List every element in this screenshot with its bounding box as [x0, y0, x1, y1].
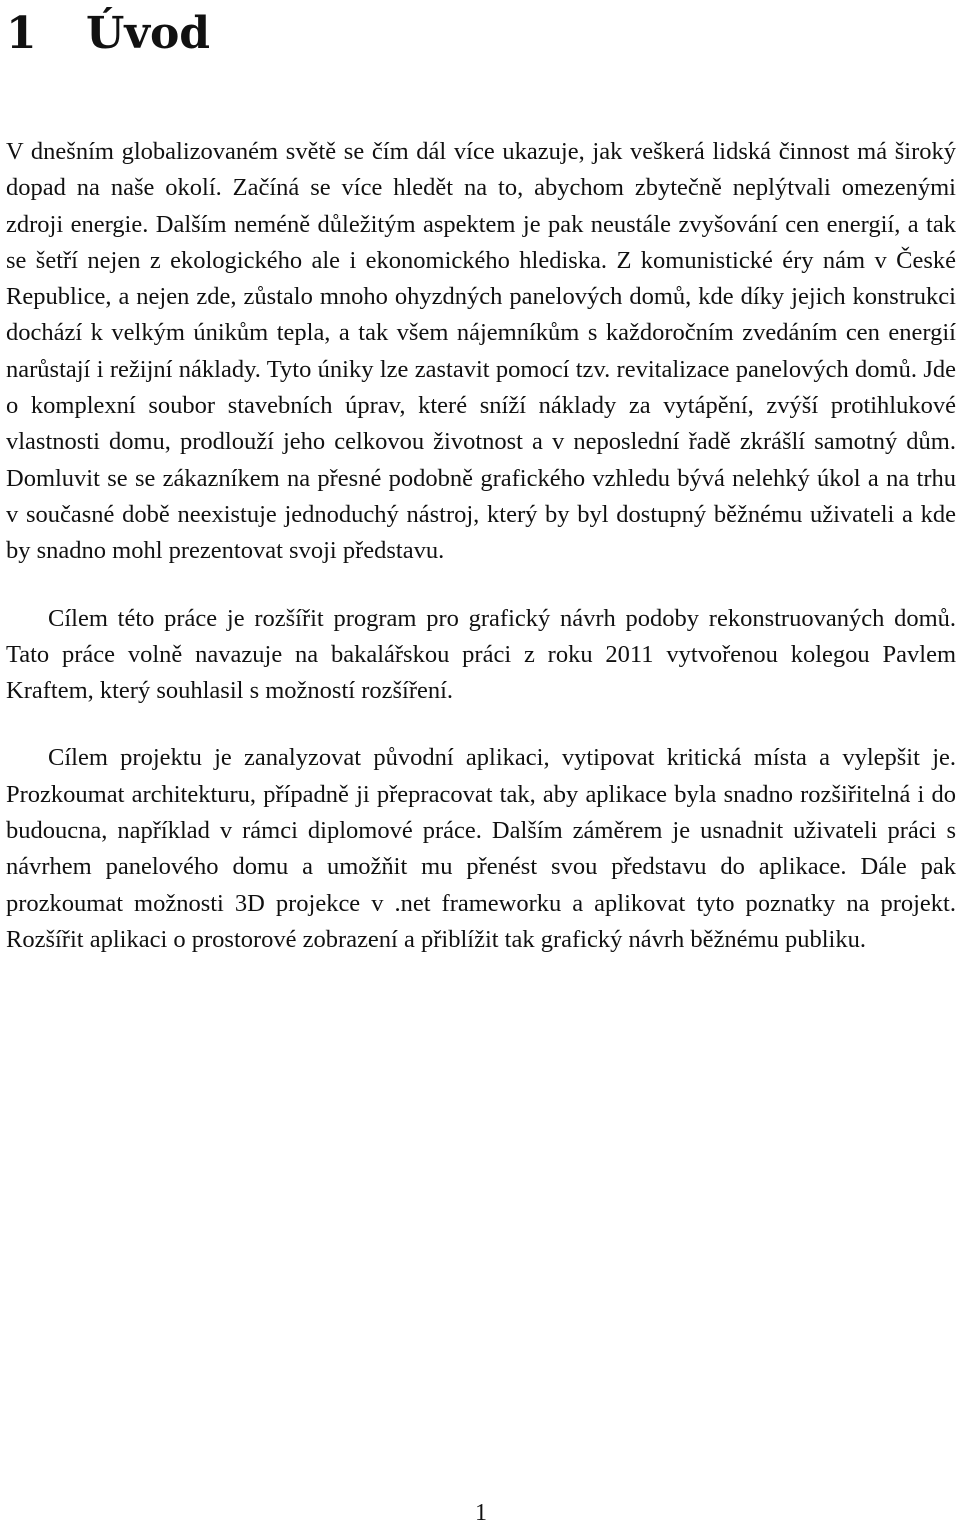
chapter-title: Úvod [86, 8, 211, 59]
paragraph-introduction: V dnešním globalizovaném světě se čím dál více ukazuje, jak veškerá lidská činnost má široký dopad na naše okolí. Začíná se více hledět na to, abychom zbytečně neplýtvali omezenými zdroji energie. Dalším neméně důležitým aspektem je pak neustále zvyšování cen energií, a tak se šetří nejen z ekologického ale i ekonomického hlediska. Z komunistické éry nám v České Republice, a nejen zde, zůstalo mnoho ohyzdných panelových domů, kde díky jejich konstrukci dochází k velkým únikům tepla, a tak všem nájemníkům s každoročním zvedáním cen energií narůstají i režijní náklady. Tyto úniky lze zastavit pomocí tzv. revitalizace panelových domů. Jde o komplexní soubor stavebních úprav, které sníží náklady za vytápění, zvýší protihlukové vlastnosti domu, prodlouží jeho celkovou životnost a v neposlední řadě zkrášlí samotný dům. Domluvit se se zákazníkem na přesné podobně grafického vzhledu bývá nelehký úkol a na trhu v současné době neexistuje jednoduchý nástroj, který by byl dostupný běžnému uživateli a kde by snadno mohl prezentovat svoji představu. [6, 138, 956, 565]
paragraph-project-goal: Cílem projektu je zanalyzovat původní aplikaci, vytipovat kritická místa a vylepšit je. Prozkoumat architekturu, případně ji přepracovat tak, aby aplikace byla snadno rozšiřitelná i do budoucna, například v rámci diplomové práce. Dalším záměrem je usnadnit uživateli práci s návrhem panelového domu a umožňit mu přenést svou představu do aplikace. Dále pak prozkoumat možnosti 3D projekce v .net frameworku a aplikovat tyto poznatky na projekt. Rozšířit aplikaci o prostorové zobrazení a přiblížit tak grafický návrh běžnému publiku. [6, 744, 956, 953]
chapter-number: 1 [6, 8, 37, 59]
chapter-body [6, 134, 956, 958]
document-page [6, 0, 956, 1532]
page-number: 1 [475, 1500, 487, 1526]
paragraph-thesis-goal: Cílem této práce je rozšířit program pro grafický návrh podoby rekonstruovaných domů. Tato práce volně navazuje na bakalářskou práci z roku 2011 vytvořenou kolegou Pavlem Kraftem, který souhlasil s možností rozšíření. [6, 604, 956, 705]
chapter-heading [6, 4, 210, 64]
